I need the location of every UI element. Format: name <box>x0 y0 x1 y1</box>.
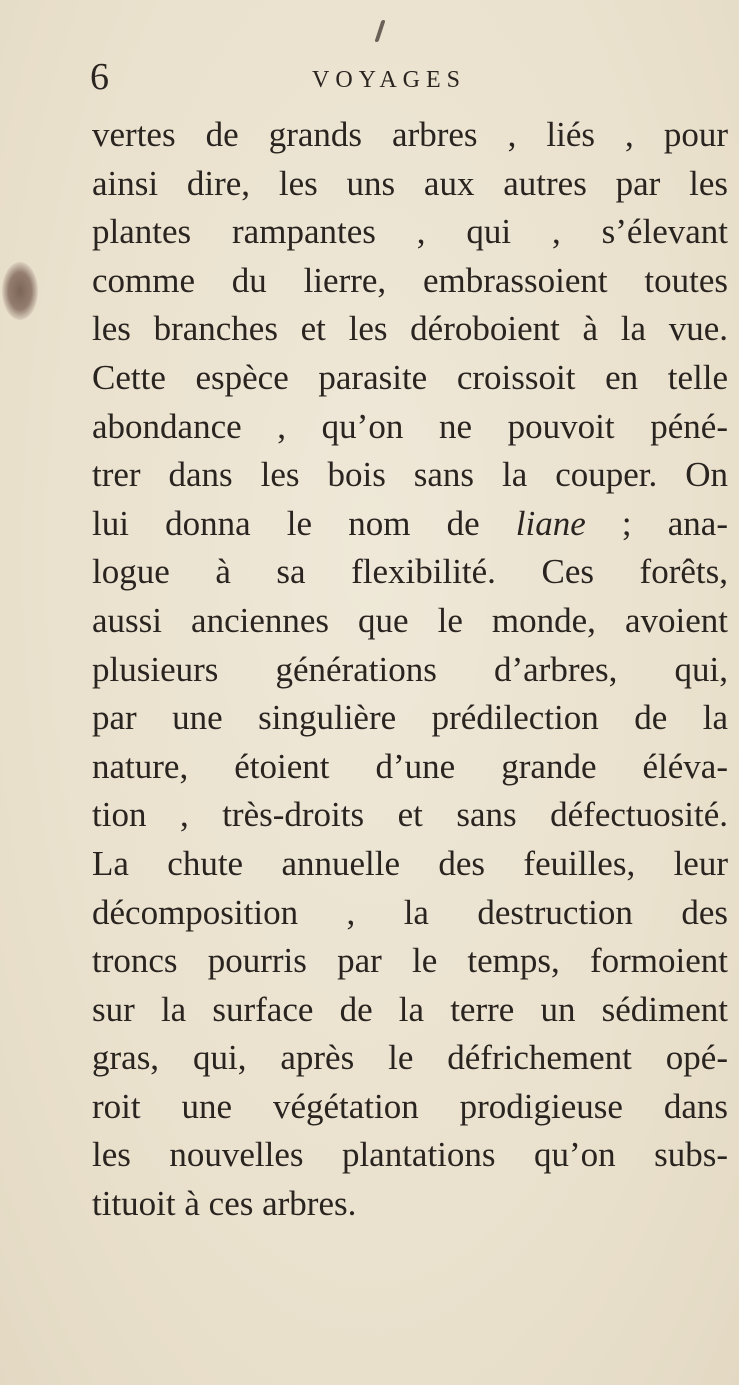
ink-stain <box>2 262 38 320</box>
text-line: les nouvelles plantations qu’on subs- <box>92 1135 728 1175</box>
text-line: ainsi dire, les uns aux autres par les <box>92 163 728 203</box>
body-text <box>92 111 728 1229</box>
text-line: plantes rampantes , qui , s’élevant <box>92 212 728 252</box>
italic-term: liane <box>515 503 586 543</box>
text-line: Cette espèce parasite croissoit en telle <box>92 357 728 397</box>
text-line: sur la surface de la terre un sédiment <box>92 989 728 1029</box>
text-line: lui donna le nom de liane ; ana- <box>92 503 728 543</box>
page-header <box>90 55 650 105</box>
text-line: trer dans les bois sans la couper. On <box>92 455 728 495</box>
text-line: comme du lierre, embrassoient toutes <box>92 260 728 300</box>
text-line: abondance , qu’on ne pouvoit péné- <box>92 406 728 446</box>
text-line-last: tituoit à ces arbres. <box>92 1184 357 1224</box>
text-line: vertes de grands arbres , liés , pour <box>92 115 728 154</box>
text-line: aussi anciennes que le monde, avoient <box>92 600 728 640</box>
text-line: nature, étoient d’une grande éléva- <box>92 746 728 786</box>
text-line: plusieurs générations d’arbres, qui, <box>92 649 728 689</box>
text-line: tion , très-droits et sans défectuosité. <box>92 795 728 835</box>
text-line: gras, qui, après le défrichement opé- <box>92 1038 728 1078</box>
text-line: par une singulière prédilection de la <box>92 698 728 738</box>
text-line: logue à sa flexibilité. Ces forêts, <box>92 552 728 592</box>
page-number: 6 <box>90 56 109 98</box>
text-line: La chute annuelle des feuilles, leur <box>92 843 728 883</box>
text-line: roit une végétation prodigieuse dans <box>92 1086 728 1126</box>
ink-mark <box>374 20 385 42</box>
text-line: décomposition , la destruction des <box>92 892 728 932</box>
text-line: les branches et les déroboient à la vue. <box>92 309 728 349</box>
running-title: VOYAGES <box>312 67 467 93</box>
text-line: troncs pourris par le temps, formoient <box>92 941 728 981</box>
